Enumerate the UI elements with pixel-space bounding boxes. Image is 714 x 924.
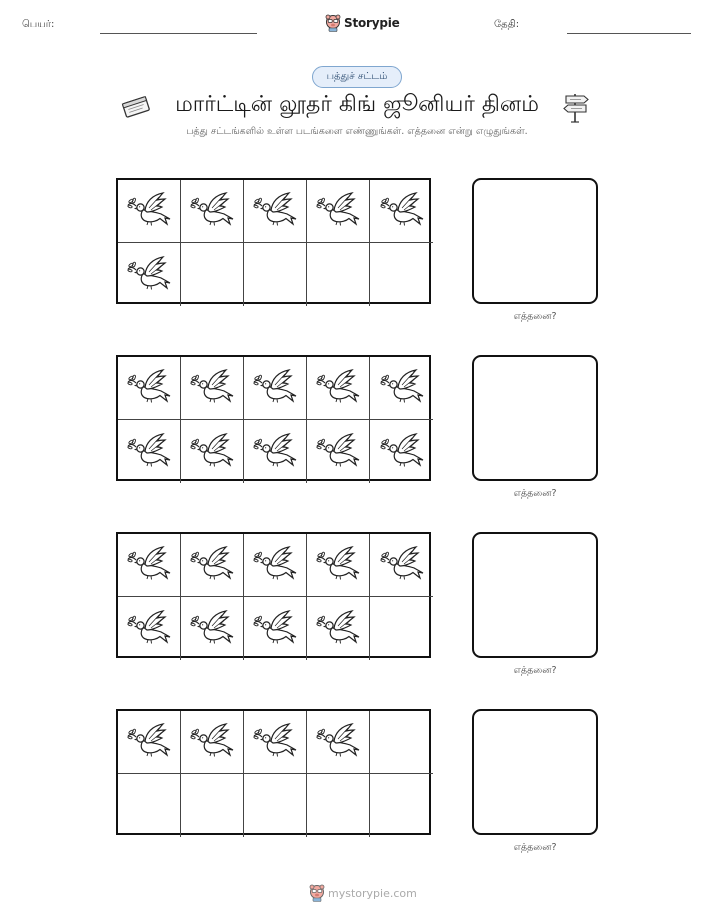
frame-cell [118, 534, 181, 597]
ten-frame [116, 178, 431, 304]
ten-frame [116, 355, 431, 481]
frame-cell [244, 534, 307, 597]
dove-with-olive-branch-icon [252, 609, 298, 649]
brand-name: Storypie [344, 16, 400, 30]
dove-with-olive-branch-icon [252, 368, 298, 408]
frame-cell [307, 597, 370, 660]
dove-with-olive-branch-icon [189, 368, 235, 408]
frame-cell [370, 597, 433, 660]
frame-cell [181, 597, 244, 660]
answer-box[interactable] [472, 178, 598, 304]
frame-cell [118, 357, 181, 420]
frame-cell [370, 774, 433, 837]
dove-with-olive-branch-icon [126, 368, 172, 408]
frame-cell [181, 774, 244, 837]
frame-cell [118, 243, 181, 306]
frame-cell [370, 180, 433, 243]
frame-cell [244, 357, 307, 420]
dove-with-olive-branch-icon [315, 432, 361, 472]
dove-with-olive-branch-icon [126, 191, 172, 231]
frame-cell [307, 357, 370, 420]
frame-cell [118, 774, 181, 837]
storypie-mascot-icon [309, 884, 325, 902]
dove-with-olive-branch-icon [189, 722, 235, 762]
frame-cell [370, 420, 433, 483]
frame-cell [370, 243, 433, 306]
frame-cell [244, 420, 307, 483]
signpost-icon [562, 91, 590, 123]
frame-cell [370, 711, 433, 774]
dove-with-olive-branch-icon [126, 545, 172, 585]
dove-with-olive-branch-icon [315, 545, 361, 585]
dove-with-olive-branch-icon [315, 191, 361, 231]
dove-with-olive-branch-icon [379, 191, 425, 231]
frame-cell [181, 180, 244, 243]
dove-with-olive-branch-icon [252, 545, 298, 585]
ten-frame [116, 532, 431, 658]
dove-with-olive-branch-icon [252, 722, 298, 762]
dove-with-olive-branch-icon [379, 432, 425, 472]
frame-cell [118, 597, 181, 660]
frame-cell [370, 357, 433, 420]
brand-logo [325, 12, 400, 34]
footer-url: mystorypie.com [328, 886, 417, 900]
name-label: பெயர்: [22, 19, 55, 30]
footer [309, 884, 417, 902]
dove-with-olive-branch-icon [126, 722, 172, 762]
instructions: பத்து சட்டங்களில் உள்ள படங்களை எண்ணுங்கள். எத்தனை என்று எழுதுங்கள். [186, 126, 528, 137]
frame-cell [307, 243, 370, 306]
frame-cell [307, 420, 370, 483]
dove-with-olive-branch-icon [126, 255, 172, 295]
frame-cell [244, 180, 307, 243]
frame-cell [307, 534, 370, 597]
frame-cell [118, 180, 181, 243]
frame-cell [307, 774, 370, 837]
dove-with-olive-branch-icon [252, 432, 298, 472]
dove-with-olive-branch-icon [315, 368, 361, 408]
frame-cell [244, 597, 307, 660]
frame-cell [118, 711, 181, 774]
frame-cell [181, 243, 244, 306]
dove-with-olive-branch-icon [126, 432, 172, 472]
answer-box[interactable] [472, 709, 598, 835]
storypie-mascot-icon [325, 14, 341, 32]
frame-cell [181, 711, 244, 774]
topic-badge: பத்துச் சட்டம் [312, 66, 402, 88]
dove-with-olive-branch-icon [189, 191, 235, 231]
answer-label: எத்தனை? [513, 488, 557, 499]
date-line[interactable] [567, 33, 691, 34]
frame-cell [244, 774, 307, 837]
dove-with-olive-branch-icon [126, 609, 172, 649]
answer-box[interactable] [472, 355, 598, 481]
dove-with-olive-branch-icon [252, 191, 298, 231]
frame-cell [118, 420, 181, 483]
answer-label: எத்தனை? [513, 311, 557, 322]
frame-cell [244, 243, 307, 306]
frame-cell [244, 711, 307, 774]
answer-label: எத்தனை? [513, 665, 557, 676]
frame-cell [370, 534, 433, 597]
dove-with-olive-branch-icon [379, 368, 425, 408]
dove-with-olive-branch-icon [379, 545, 425, 585]
page-title: மார்ட்டின் லூதர் கிங் ஜூனியர் தினம் [175, 92, 539, 117]
dove-with-olive-branch-icon [315, 722, 361, 762]
dove-with-olive-branch-icon [189, 609, 235, 649]
frame-cell [181, 534, 244, 597]
frame-cell [307, 711, 370, 774]
name-line[interactable] [100, 33, 257, 34]
frame-cell [181, 357, 244, 420]
frame-cell [307, 180, 370, 243]
answer-box[interactable] [472, 532, 598, 658]
answer-label: எத்தனை? [513, 842, 557, 853]
dove-with-olive-branch-icon [189, 545, 235, 585]
dove-with-olive-branch-icon [189, 432, 235, 472]
frame-cell [181, 420, 244, 483]
ten-frame [116, 709, 431, 835]
book-icon [120, 93, 152, 121]
date-label: தேதி: [494, 19, 520, 30]
dove-with-olive-branch-icon [315, 609, 361, 649]
